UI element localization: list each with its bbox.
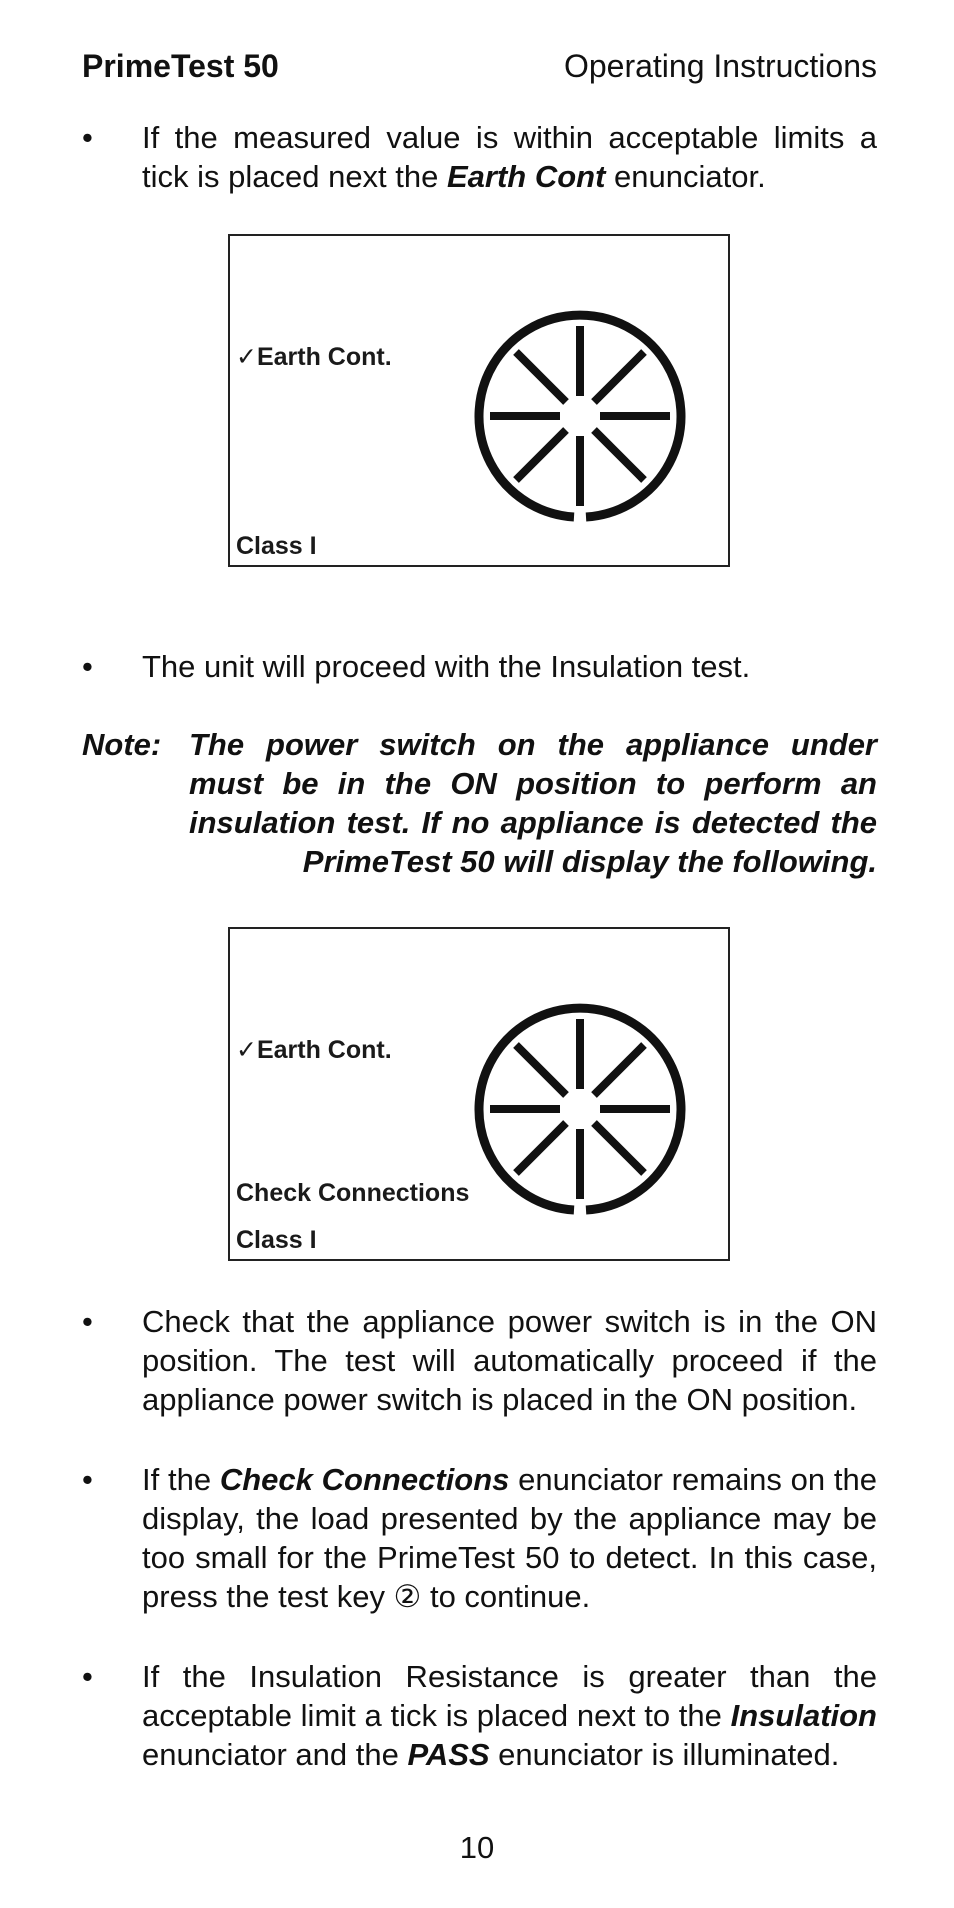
bullet-text-emphasis: Earth Cont [447, 159, 606, 194]
bullet-text-emphasis: Check Connections [219, 1462, 510, 1497]
bullet-earth-cont-tick [82, 118, 877, 196]
bullet-text [142, 1460, 877, 1616]
bullet-text-part: enunciator is illuminated. [489, 1737, 840, 1772]
tick-icon: ✓ [236, 343, 257, 371]
bullet-insulation-test [82, 647, 877, 686]
class-enunciator: Class I [236, 1226, 317, 1254]
note-block [82, 725, 877, 881]
bullet-dot: • [82, 1304, 93, 1339]
bullet-text: Check that the appliance power switch is in the ON position. The test will automatically proceed if the appliance power switch is placed in the ON position. [142, 1304, 877, 1417]
lcd-display-earth-cont [228, 234, 730, 567]
bullet-text-part: enunciator remains on the display, the load presented by the appliance may be too small for the PrimeTest 50 to detect. In this case, press the test key ② to continue. [142, 1462, 877, 1614]
earth-cont-enunciator [236, 1035, 392, 1065]
bullet-check-connections [82, 1460, 877, 1616]
test-progress-wheel-icon [470, 999, 690, 1219]
bullet-insulation-pass [82, 1657, 877, 1774]
check-connections-enunciator: Check Connections [236, 1179, 470, 1207]
bullet-check-power-switch [82, 1302, 877, 1419]
note-label: Note: [82, 727, 162, 762]
bullet-text-part: If the [142, 1462, 220, 1497]
bullet-text: The unit will proceed with the Insulation test. [142, 649, 751, 684]
bullet-text-part: enunciator. [605, 159, 766, 194]
earth-cont-enunciator [236, 342, 392, 372]
bullet-text-part: If the measured value is within acceptable limits a tick is placed next the [142, 120, 877, 194]
page-header [82, 48, 877, 88]
earth-cont-label: Earth Cont. [256, 343, 392, 371]
header-product-name: PrimeTest 50 [82, 48, 279, 84]
test-progress-wheel-icon [470, 306, 690, 526]
class-enunciator: Class I [236, 532, 317, 560]
bullet-text [142, 1657, 877, 1774]
bullet-dot: • [82, 120, 93, 155]
page-number: 10 [459, 1830, 495, 1865]
bullet-text [142, 118, 877, 196]
earth-cont-label: Earth Cont. [256, 1036, 392, 1064]
bullet-text-emphasis: PASS [407, 1737, 490, 1772]
bullet-dot: • [82, 1659, 93, 1694]
lcd-display-check-connections [228, 927, 730, 1261]
header-section-title: Operating Instructions [563, 48, 877, 84]
bullet-dot: • [82, 1462, 93, 1497]
bullet-text-emphasis: Insulation [730, 1698, 877, 1733]
tick-icon: ✓ [236, 1036, 257, 1064]
note-text: The power switch on the appliance under must be in the ON position to perform an insulation test. If no appliance is detected the PrimeTest 50 will display the following. [189, 727, 877, 879]
bullet-text-part: enunciator and the [142, 1737, 408, 1772]
bullet-dot: • [82, 649, 93, 684]
bullet-text-part: If the Insulation Resistance is greater than the acceptable limit a tick is placed next to the [142, 1659, 877, 1733]
